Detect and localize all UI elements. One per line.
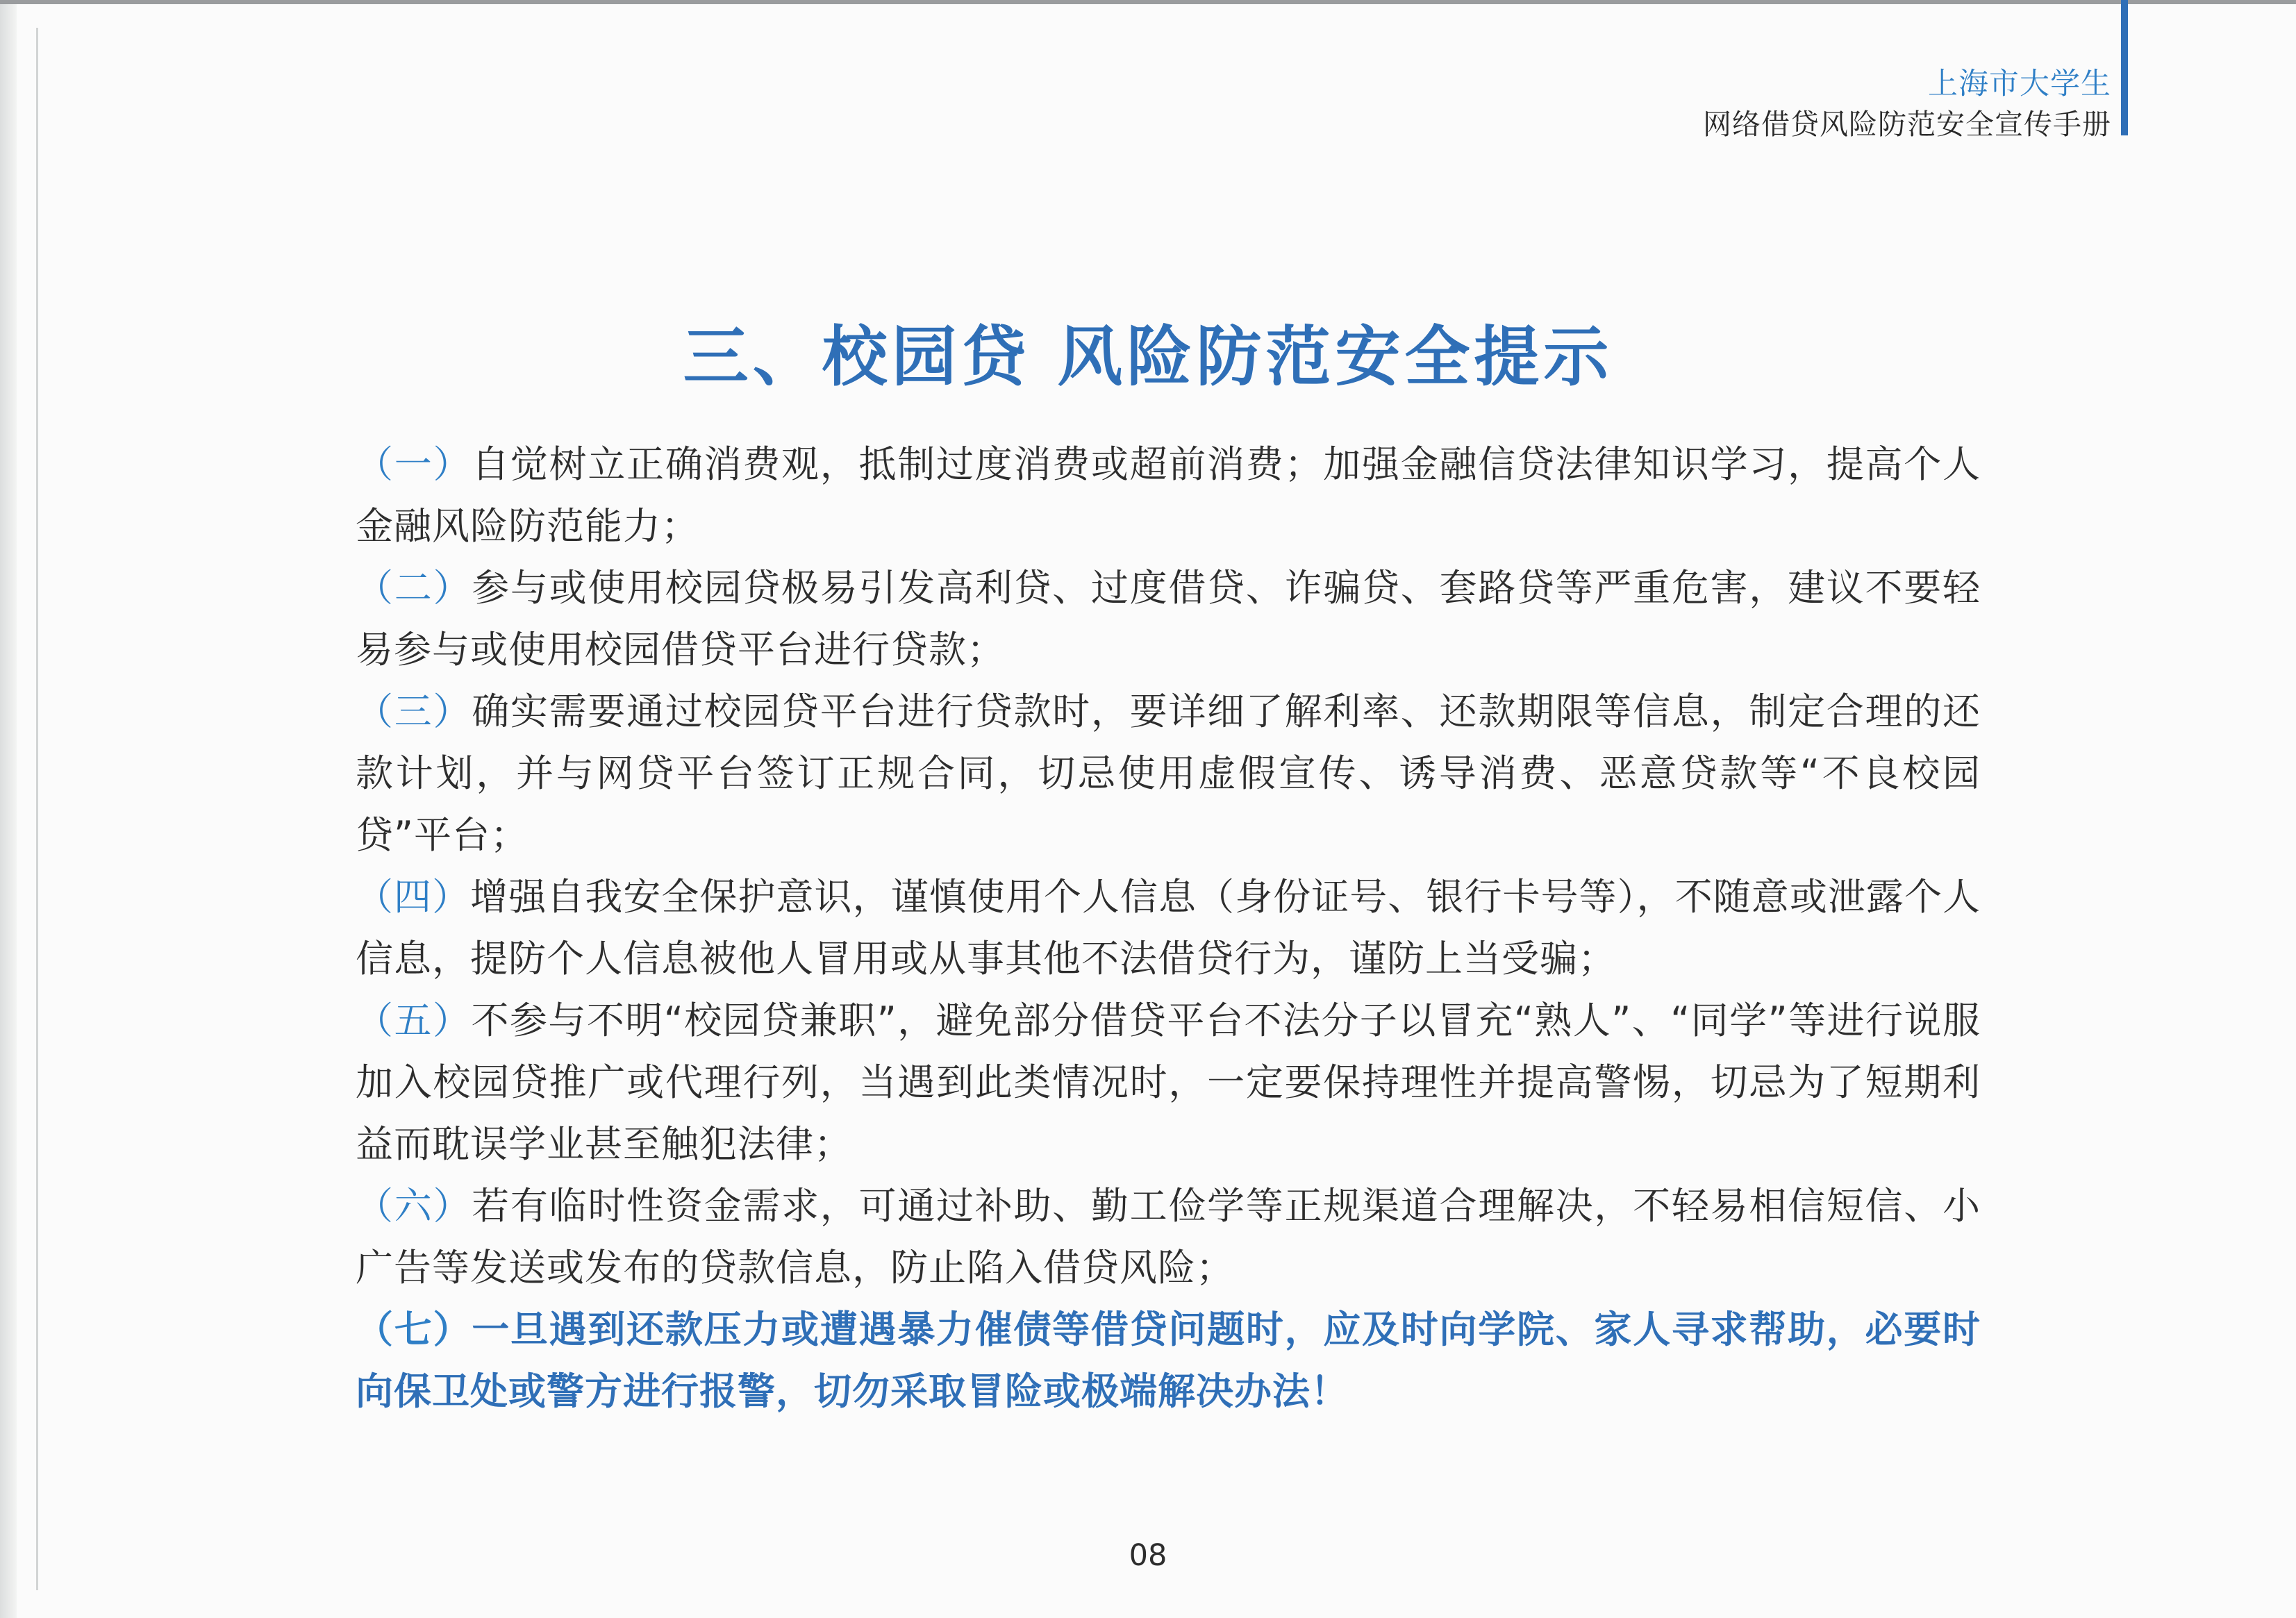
tip-text: 自觉树立正确消费观，抵制过度消费或超前消费；加强金融信贷法律知识学习，提高个人金融风险防范能力； xyxy=(356,442,1981,548)
tip-item-6 xyxy=(356,1175,1981,1299)
tip-item-5 xyxy=(356,990,1981,1175)
tip-text: 一旦遇到还款压力或遭遇暴力催债等借贷问题时，应及时向学院、家人寻求帮助，必要时向保卫处或警方进行报警，切勿采取冒险或极端解决办法！ xyxy=(356,1308,1981,1413)
tip-number: （四） xyxy=(356,875,471,919)
tip-text: 不参与不明“校园贷兼职”，避免部分借贷平台不法分子以冒充“熟人”、“同学”等进行说服加入校园贷推广或代理行列，当遇到此类情况时，一定要保持理性并提高警惕，切忌为了短期利益而耽误学业甚至触犯法律； xyxy=(356,999,1981,1166)
tip-number: （七） xyxy=(356,1308,472,1351)
tip-number: （六） xyxy=(356,1184,472,1228)
tip-text: 增强自我安全保护意识，谨慎使用个人信息（身份证号、银行卡号等），不随意或泄露个人信息，提防个人信息被他人冒用或从事其他不法借贷行为，谨防上当受骗； xyxy=(356,875,1981,981)
tip-number: （三） xyxy=(356,690,472,733)
tips-list xyxy=(356,433,1981,1422)
tip-item-7-emphasis xyxy=(356,1299,1981,1422)
tip-text: 若有临时性资金需求，可通过补助、勤工俭学等正规渠道合理解决，不轻易相信短信、小广告等发送或发布的贷款信息，防止陷入借贷风险； xyxy=(356,1184,1981,1290)
tip-item-3 xyxy=(356,681,1981,866)
header-accent-bar xyxy=(2121,0,2128,135)
tip-item-2 xyxy=(356,557,1981,681)
section-title: 三、校园贷 风险防范安全提示 xyxy=(683,319,1613,395)
tip-number: （五） xyxy=(356,999,472,1042)
tip-item-1 xyxy=(356,433,1981,557)
header-title: 网络借贷风险防范安全宣传手册 xyxy=(1703,108,2111,141)
tip-text: 参与或使用校园贷极易引发高利贷、过度借贷、诈骗贷、套路贷等严重危害，建议不要轻易参与或使用校园借贷平台进行贷款； xyxy=(356,566,1981,672)
tip-text: 确实需要通过校园贷平台进行贷款时，要详细了解利率、还款期限等信息，制定合理的还款计划，并与网贷平台签订正规合同，切忌使用虚假宣传、诱导消费、恶意贷款等“不良校园贷”平台； xyxy=(356,690,1981,857)
tip-number: （二） xyxy=(356,566,472,610)
page-number: 08 xyxy=(1129,1538,1167,1573)
tip-number: （一） xyxy=(356,442,472,486)
running-header xyxy=(1703,64,2111,144)
header-subtitle: 上海市大学生 xyxy=(1928,67,2111,101)
page-top-edge xyxy=(0,0,2296,4)
tip-item-4 xyxy=(356,866,1981,990)
page-left-rule xyxy=(36,28,38,1590)
page-left-shadow xyxy=(0,0,17,1618)
